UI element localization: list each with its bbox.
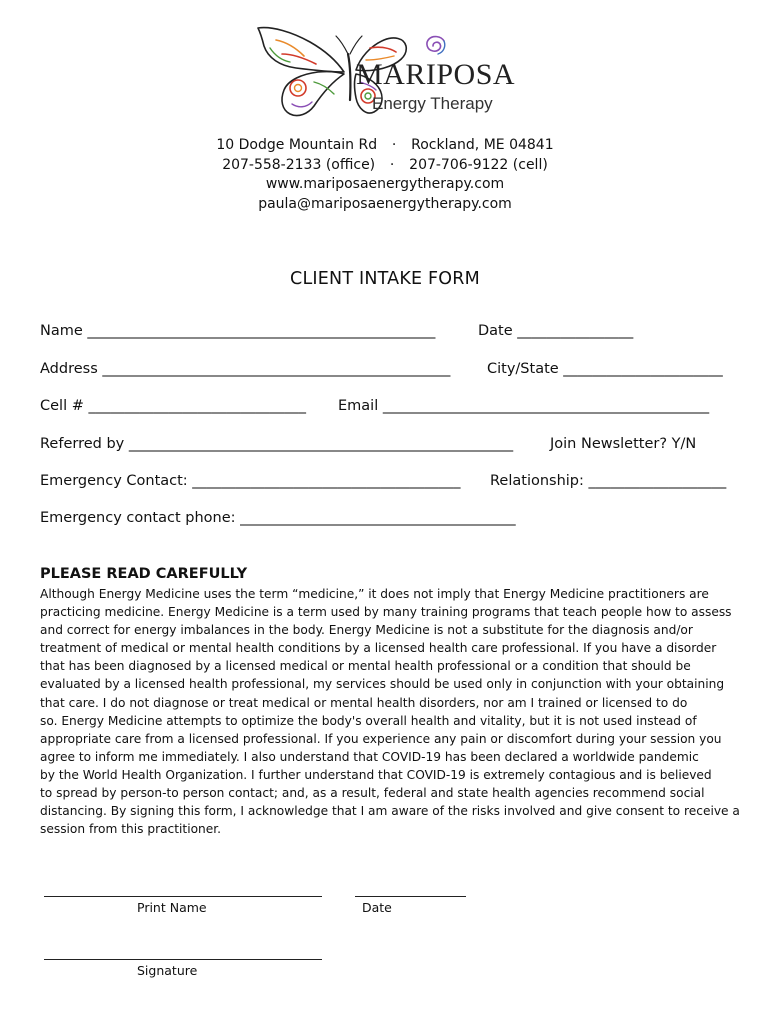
signature-label: Signature	[137, 963, 198, 978]
date-signature-line[interactable]	[355, 896, 466, 897]
disclaimer-line: to spread by person-to person contact; and, as a result, federal and state health agencies recommend social	[40, 786, 705, 801]
city-state-field[interactable]: City/State ______________________	[487, 361, 723, 377]
form-title: CLIENT INTAKE FORM	[290, 269, 480, 289]
disclaimer-line: appropriate care from a licensed professional. If you experience any pain or discomfort during your session you	[40, 731, 722, 746]
date-field[interactable]: Date ________________	[478, 323, 634, 339]
disclaimer-line: by the World Health Organization. I further understand that COVID-19 is extremely contagious and is believed	[40, 767, 712, 782]
cell-field[interactable]: Cell # ______________________________	[40, 398, 306, 414]
disclaimer-line: Although Energy Medicine uses the term “medicine,” it does not imply that Energy Medicine practitioners are	[40, 587, 709, 601]
disclaimer-line: that has been diagnosed by a licensed medical or mental health professional or a condition that should be	[40, 659, 691, 674]
disclaimer-line: treatment of medical or mental health conditions by a licensed health care professional. If you have a disorder	[40, 641, 717, 656]
address-street: 10 Dodge Mountain Rd	[216, 137, 378, 153]
address-line	[0, 136, 770, 156]
disclaimer-line: evaluated by a licensed health professional, my services should be used only in conjunction with your obtaining	[40, 677, 725, 692]
separator: ·	[389, 156, 395, 173]
name-field[interactable]: Name ________________________________________________	[40, 323, 436, 339]
disclaimer-line: session from this practitioner.	[40, 822, 222, 837]
website-link[interactable]: www.mariposaenergytherapy.com	[265, 176, 505, 192]
brand-name: MARIPOSA	[356, 58, 516, 91]
brand-tagline: Energy Therapy	[372, 94, 493, 113]
address-field[interactable]: Address ________________________________________________	[40, 361, 451, 377]
disclaimer-line: distancing. By signing this form, I acknowledge that I am aware of the risks involved and give consent to receive a	[40, 804, 740, 819]
phone-cell: 207-706-9122 (cell)	[409, 156, 548, 173]
relationship-field[interactable]: Relationship: ___________________	[490, 473, 727, 489]
date-signature-label: Date	[362, 900, 392, 915]
disclaimer-heading: PLEASE READ CAREFULLY	[40, 566, 248, 582]
phone-line	[0, 156, 770, 176]
print-name-label: Print Name	[137, 900, 207, 915]
newsletter-field[interactable]: Join Newsletter? Y/N	[550, 436, 697, 452]
referred-by-field[interactable]: Referred by _____________________________________________________	[40, 436, 514, 452]
contact-info	[0, 136, 770, 214]
email-field[interactable]: Email _____________________________________________	[338, 398, 710, 414]
disclaimer-line: and correct for energy imbalances in the body. Energy Medicine is not a substitute for the diagnosis and/or	[40, 623, 693, 638]
signature-line[interactable]	[44, 959, 322, 960]
address-city: Rockland, ME 04841	[411, 137, 554, 153]
disclaimer-line: practicing medicine. Energy Medicine is a term used by many training programs that teach people how to assess	[40, 605, 732, 620]
email-link[interactable]: paula@mariposaenergytherapy.com	[258, 195, 512, 212]
emergency-phone-field[interactable]: Emergency contact phone: ______________________________________	[40, 510, 516, 526]
phone-office: 207-558-2133 (office)	[222, 156, 376, 173]
disclaimer-line: so. Energy Medicine attempts to optimize the body's overall health and vitality, but it is not used instead of	[40, 713, 697, 728]
emergency-contact-field[interactable]: Emergency Contact: _____________________________________	[40, 473, 461, 489]
disclaimer-text	[40, 585, 750, 838]
print-name-line[interactable]	[44, 896, 322, 897]
disclaimer-line: agree to inform me immediately. I also understand that COVID-19 has been declared a worldwide pandemic	[40, 749, 699, 764]
separator: ·	[391, 137, 397, 153]
disclaimer-line: that care. I do not diagnose or treat medical or mental health disorders, nor am I trained or licensed to do	[40, 695, 688, 710]
